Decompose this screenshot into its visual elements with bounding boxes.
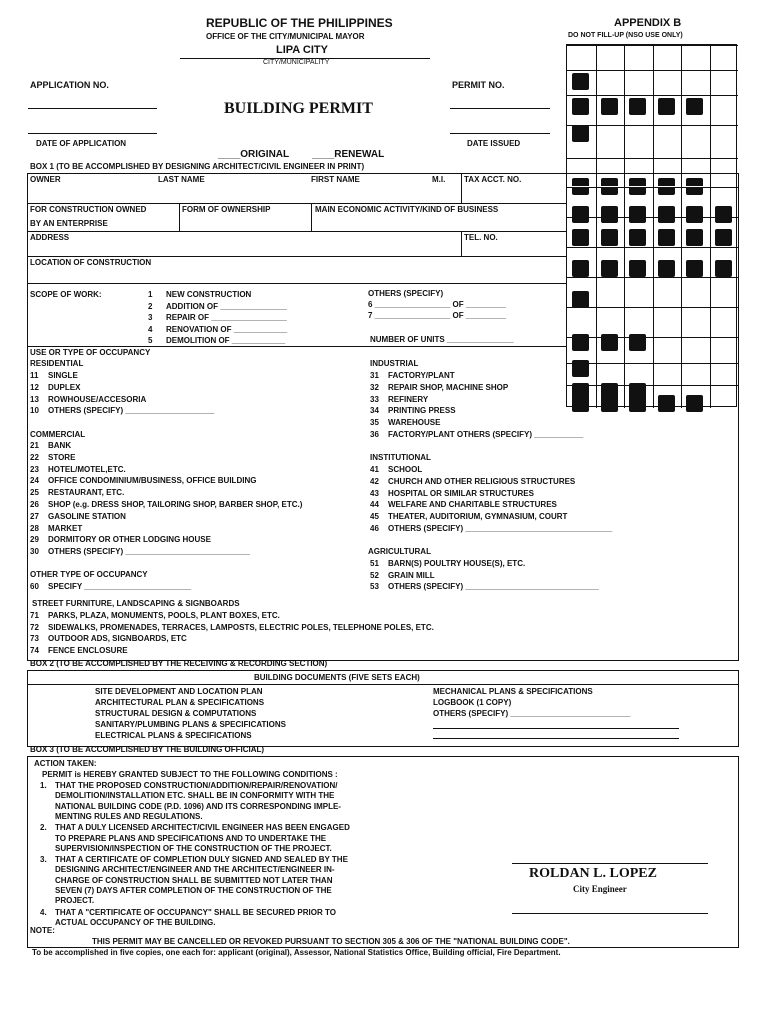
commercial-label: COMMERCIAL xyxy=(30,430,86,439)
date-issued-field[interactable] xyxy=(450,133,550,134)
use-type-label: USE OR TYPE OF OCCUPANCY xyxy=(30,348,151,357)
residential-text: DUPLEX xyxy=(48,382,81,392)
other-type-code: 60 xyxy=(30,582,39,591)
permit-no-field[interactable] xyxy=(450,108,550,109)
agricultural-item[interactable] xyxy=(370,582,599,591)
action-taken-label: ACTION TAKEN: xyxy=(34,759,97,768)
document-item[interactable]: STRUCTURAL DESIGN & COMPUTATIONS xyxy=(95,709,257,718)
residential-code: 10 xyxy=(30,406,39,416)
condition-text: MENTING RULES AND REGULATIONS. xyxy=(55,811,203,821)
industrial-code: 32 xyxy=(370,382,379,392)
condition-text: THAT A DULY LICENSED ARCHITECT/CIVIL ENGINEER HAS BEEN ENGAGED xyxy=(55,823,350,833)
nso-block xyxy=(629,98,646,115)
condition-text: TO PREPARE PLANS AND SPECIFICATIONS AND TO UNDERTAKE THE xyxy=(55,833,327,843)
condition-number: 4. xyxy=(40,907,47,917)
industrial-item[interactable] xyxy=(370,383,508,392)
commercial-code: 22 xyxy=(30,452,39,462)
city-name: LIPA CITY xyxy=(276,44,328,56)
commercial-code: 27 xyxy=(30,511,39,521)
date-issued-label: DATE ISSUED xyxy=(467,139,521,148)
residential-text: SINGLE xyxy=(48,371,78,380)
residential-text: ROWHOUSE/ACCESORIA xyxy=(48,394,147,404)
for-construction-label: FOR CONSTRUCTION OWNED xyxy=(30,205,147,214)
institutional-code: 41 xyxy=(370,465,379,474)
condition-number: 1. xyxy=(40,781,47,790)
industrial-text: REFINERY xyxy=(388,394,429,404)
appendix-label: APPENDIX B xyxy=(614,17,682,29)
office-heading: OFFICE OF THE CITY/MUNICIPAL MAYOR xyxy=(206,32,365,41)
commercial-code: 29 xyxy=(30,535,39,545)
others-specify-label: OTHERS (SPECIFY) xyxy=(368,289,444,298)
institutional-item[interactable] xyxy=(370,477,575,486)
commercial-code: 21 xyxy=(30,441,39,450)
institutional-text: OTHERS (SPECIFY) _________________________________ xyxy=(388,524,613,533)
agricultural-text: GRAIN MILL xyxy=(388,570,435,580)
institutional-code: 46 xyxy=(370,524,379,533)
scope-code: 1 xyxy=(148,290,153,299)
document-item[interactable]: ELECTRICAL PLANS & SPECIFICATIONS xyxy=(95,731,252,740)
industrial-item[interactable] xyxy=(370,418,440,427)
industrial-label: INDUSTRIAL xyxy=(370,359,419,368)
tax-acct-label: TAX ACCT. NO. xyxy=(464,175,522,184)
street-code: 71 xyxy=(30,611,39,620)
street-item[interactable] xyxy=(30,623,434,632)
other-type-text: SPECIFY ________________________ xyxy=(48,582,192,591)
box2-heading: BOX 2 (TO BE ACCOMPLISHED BY THE RECEIVING & RECORDING SECTION) xyxy=(30,659,328,668)
residential-item[interactable] xyxy=(30,371,78,380)
scope-text: RENOVATION OF ____________ xyxy=(166,324,288,334)
commercial-item[interactable] xyxy=(30,476,256,485)
condition-text: PROJECT. xyxy=(55,896,95,906)
agricultural-item[interactable] xyxy=(370,571,435,580)
street-item[interactable] xyxy=(30,646,128,655)
condition-text: DEMOLITION/INSTALLATION ETC. SHALL BE IN CONFORMITY WITH THE xyxy=(55,791,335,801)
document-item[interactable]: SANITARY/PLUMBING PLANS & SPECIFICATIONS xyxy=(95,720,286,729)
signatory-name: ROLDAN L. LOPEZ xyxy=(529,866,657,881)
condition-number: 3. xyxy=(40,855,47,865)
institutional-text: THEATER, AUDITORIUM, GYMNASIUM, COURT xyxy=(388,512,568,522)
scope-code: 2 xyxy=(148,301,153,311)
institutional-item[interactable] xyxy=(370,489,534,498)
others-6-field[interactable]: 6 _________________ OF _________ xyxy=(368,300,506,309)
scope-item[interactable] xyxy=(148,290,251,299)
first-name-label: FIRST NAME xyxy=(311,175,360,184)
others-7-field[interactable]: 7 _________________ OF _________ xyxy=(368,311,506,320)
residential-code: 11 xyxy=(30,371,39,380)
industrial-text: FACTORY/PLANT OTHERS (SPECIFY) ___________ xyxy=(388,430,584,439)
residential-label: RESIDENTIAL xyxy=(30,359,84,368)
commercial-item[interactable] xyxy=(30,453,75,462)
scope-item[interactable] xyxy=(148,325,287,334)
scope-text: DEMOLITION OF ____________ xyxy=(166,336,286,345)
condition-text: NATIONAL BUILDING CODE (P.D. 1096) AND ITS CORRESPONDING IMPLE- xyxy=(55,801,341,811)
units-field[interactable]: NUMBER OF UNITS _______________ xyxy=(370,335,514,344)
renewal-option[interactable]: ____RENEWAL xyxy=(312,149,385,160)
other-type-label: OTHER TYPE OF OCCUPANCY xyxy=(30,570,148,579)
industrial-code: 34 xyxy=(370,406,379,416)
commercial-item[interactable] xyxy=(30,465,126,474)
agricultural-text: OTHERS (SPECIFY) ______________________________ xyxy=(388,582,599,591)
scope-item[interactable] xyxy=(148,313,287,322)
commercial-text: MARKET xyxy=(48,523,83,533)
application-no-label: APPLICATION NO. xyxy=(30,80,109,90)
commercial-text: BANK xyxy=(48,441,72,450)
commercial-text: STORE xyxy=(48,452,76,462)
scope-code: 5 xyxy=(148,336,153,345)
residential-code: 13 xyxy=(30,394,39,404)
industrial-code: 31 xyxy=(370,371,379,380)
industrial-code: 35 xyxy=(370,418,379,428)
industrial-code: 36 xyxy=(370,430,379,439)
scope-text: NEW CONSTRUCTION xyxy=(166,290,252,299)
footer-note: To be accomplished in five copies, one each for: applicant (original), Assessor, National Statistics Office, Building official, Fire Department. xyxy=(32,948,561,957)
commercial-code: 30 xyxy=(30,547,39,557)
signatory-title: City Engineer xyxy=(573,884,627,894)
nso-block xyxy=(658,98,675,115)
commercial-item[interactable] xyxy=(30,547,250,556)
street-item[interactable] xyxy=(30,611,280,620)
commercial-item[interactable] xyxy=(30,488,124,497)
industrial-text: FACTORY/PLANT xyxy=(388,371,455,380)
agricultural-code: 52 xyxy=(370,570,379,580)
residential-code: 12 xyxy=(30,382,39,392)
republic-heading: REPUBLIC OF THE PHILIPPINES xyxy=(206,16,393,30)
residential-item[interactable] xyxy=(30,383,80,392)
commercial-text: RESTAURANT, ETC. xyxy=(48,488,125,498)
last-name-label: LAST NAME xyxy=(158,175,205,184)
commercial-code: 25 xyxy=(30,488,39,498)
commercial-text: OFFICE CONDOMINIUM/BUSINESS, OFFICE BUILDING xyxy=(48,476,257,486)
institutional-code: 43 xyxy=(370,488,379,498)
commercial-text: GASOLINE STATION xyxy=(48,511,126,521)
nso-block xyxy=(572,125,589,142)
industrial-text: WAREHOUSE xyxy=(388,418,441,428)
commercial-item[interactable] xyxy=(30,441,71,450)
industrial-code: 33 xyxy=(370,394,379,404)
form-title: BUILDING PERMIT xyxy=(224,100,373,117)
institutional-text: CHURCH AND OTHER RELIGIOUS STRUCTURES xyxy=(388,476,576,486)
commercial-text: SHOP (e.g. DRESS SHOP, TAILORING SHOP, BARBER SHOP, ETC.) xyxy=(48,500,303,509)
street-text: SIDEWALKS, PROMENADES, TERRACES, LAMPOSTS, ELECTRIC POLES, TELEPHONE POLES, ETC. xyxy=(48,622,434,632)
street-text: FENCE ENCLOSURE xyxy=(48,645,128,655)
condition-text: CHARGE OF CONSTRUCTION SHALL BE SUBMITTED NOT LATER THAN xyxy=(55,875,333,885)
condition-text: THAT A CERTIFICATE OF COMPLETION DULY SIGNED AND SEALED BY THE xyxy=(55,855,348,865)
institutional-code: 45 xyxy=(370,512,379,522)
document-item[interactable]: ARCHITECTURAL PLAN & SPECIFICATIONS xyxy=(95,698,265,707)
institutional-item[interactable] xyxy=(370,500,557,509)
condition-text: SEVEN (7) DAYS AFTER COMPLETION OF THE CONSTRUCTION OF THE xyxy=(55,886,332,895)
owner-label: OWNER xyxy=(30,175,61,184)
scope-code: 4 xyxy=(148,324,153,334)
signature-line-top xyxy=(512,863,708,864)
industrial-item[interactable] xyxy=(370,371,455,380)
nso-block xyxy=(686,98,703,115)
commercial-code: 24 xyxy=(30,476,39,486)
location-label: LOCATION OF CONSTRUCTION xyxy=(30,258,152,267)
commercial-item[interactable] xyxy=(30,524,82,533)
main-activity-label: MAIN ECONOMIC ACTIVITY/KIND OF BUSINESS xyxy=(315,205,499,214)
box3-heading: BOX 3 (TO BE ACCOMPLISHED BY THE BUILDING OFFICIAL) xyxy=(30,745,265,754)
other-type-item[interactable] xyxy=(30,582,191,591)
street-text: PARKS, PLAZA, MONUMENTS, POOLS, PLANT BOXES, ETC. xyxy=(48,611,280,620)
address-label: ADDRESS xyxy=(30,233,70,242)
scope-label: SCOPE OF WORK: xyxy=(30,290,102,299)
condition-text: THAT THE PROPOSED CONSTRUCTION/ADDITION/REPAIR/RENOVATION/ xyxy=(55,781,338,790)
by-enterprise-label: BY AN ENTERPRISE xyxy=(30,219,108,228)
document-item[interactable]: LOGBOOK (1 COPY) xyxy=(433,698,512,707)
institutional-item[interactable] xyxy=(370,512,567,521)
document-item[interactable]: SITE DEVELOPMENT AND LOCATION PLAN xyxy=(95,687,263,696)
permit-intro: PERMIT is HEREBY GRANTED SUBJECT TO THE FOLLOWING CONDITIONS : xyxy=(42,770,338,779)
signature-line-bottom xyxy=(512,913,708,914)
building-documents-label: BUILDING DOCUMENTS (FIVE SETS EACH) xyxy=(254,673,420,682)
commercial-code: 28 xyxy=(30,523,39,533)
industrial-item[interactable] xyxy=(370,430,583,439)
commercial-item[interactable] xyxy=(30,500,302,509)
note-label: NOTE: xyxy=(30,926,55,935)
condition-text: SUPERVISION/INSPECTION OF THE CONSTRUCTION OF THE PROJECT. xyxy=(55,843,332,853)
commercial-code: 26 xyxy=(30,500,39,509)
street-item[interactable] xyxy=(30,634,187,643)
tel-no-label: TEL. NO. xyxy=(464,233,498,242)
institutional-code: 44 xyxy=(370,500,379,510)
institutional-label: INSTITUTIONAL xyxy=(370,453,431,462)
scope-code: 3 xyxy=(148,313,153,322)
institutional-item[interactable] xyxy=(370,465,422,474)
nso-block xyxy=(601,98,618,115)
agricultural-item[interactable] xyxy=(370,559,525,568)
application-no-field[interactable] xyxy=(28,108,157,109)
institutional-text: WELFARE AND CHARITABLE STRUCTURES xyxy=(388,500,557,510)
mi-label: M.I. xyxy=(432,175,446,184)
street-text: OUTDOOR ADS, SIGNBOARDS, ETC xyxy=(48,634,187,643)
nso-note: DO NOT FILL-UP (NSO USE ONLY) xyxy=(568,32,683,39)
condition-text: THAT A "CERTIFICATE OF OCCUPANCY" SHALL BE SECURED PRIOR TO xyxy=(55,907,336,917)
commercial-text: OTHERS (SPECIFY) ____________________________ xyxy=(48,547,250,557)
commercial-text: DORMITORY OR OTHER LODGING HOUSE xyxy=(48,535,211,545)
street-code: 72 xyxy=(30,622,39,632)
industrial-item[interactable] xyxy=(370,406,456,415)
residential-item[interactable] xyxy=(30,395,146,404)
document-item[interactable]: OTHERS (SPECIFY) ___________________________ xyxy=(433,709,631,718)
commercial-code: 23 xyxy=(30,464,39,474)
date-of-application-label: DATE OF APPLICATION xyxy=(36,139,127,148)
street-label: STREET FURNITURE, LANDSCAPING & SIGNBOARDS xyxy=(32,599,240,608)
residential-item[interactable] xyxy=(30,406,214,415)
agricultural-label: AGRICULTURAL xyxy=(368,547,431,556)
date-of-application-field[interactable] xyxy=(28,133,157,134)
industrial-item[interactable] xyxy=(370,395,428,404)
condition-number: 2. xyxy=(40,823,47,833)
nso-block xyxy=(572,98,589,115)
condition-text: ACTUAL OCCUPANCY OF THE BUILDING. xyxy=(55,917,216,927)
institutional-text: HOSPITAL OR SIMILAR STRUCTURES xyxy=(388,488,534,498)
condition-text: DESIGNING ARCHITECT/ENGINEER AND THE ARCHITECT/ENGINEER IN- xyxy=(55,865,335,875)
scope-text: ADDITION OF _______________ xyxy=(166,301,287,311)
agricultural-text: BARN(S) POULTRY HOUSE(S), ETC. xyxy=(388,559,526,568)
permit-no-label: PERMIT NO. xyxy=(452,80,505,90)
commercial-item[interactable] xyxy=(30,535,211,544)
industrial-text: REPAIR SHOP, MACHINE SHOP xyxy=(388,382,509,392)
scope-item[interactable] xyxy=(148,302,287,311)
commercial-text: HOTEL/MOTEL,ETC. xyxy=(48,464,126,474)
institutional-text: SCHOOL xyxy=(388,465,423,474)
nso-block xyxy=(572,73,589,90)
street-code: 73 xyxy=(30,634,39,643)
scope-text: REPAIR OF _________________ xyxy=(166,313,287,322)
industrial-text: PRINTING PRESS xyxy=(388,406,456,416)
institutional-code: 42 xyxy=(370,476,379,486)
box1-heading: BOX 1 (TO BE ACCOMPLISHED BY DESIGNING ARCHITECT/CIVIL ENGINEER IN PRINT) xyxy=(30,162,365,171)
commercial-item[interactable] xyxy=(30,512,126,521)
original-option[interactable]: ____ORIGINAL xyxy=(218,149,290,160)
form-of-ownership-label: FORM OF OWNERSHIP xyxy=(182,205,271,214)
scope-item[interactable] xyxy=(148,336,285,345)
revocation-note: THIS PERMIT MAY BE CANCELLED OR REVOKED PURSUANT TO SECTION 305 & 306 OF THE "NATIONAL BUILDING CODE". xyxy=(92,937,570,946)
agricultural-code: 53 xyxy=(370,582,379,591)
city-label: CITY/MUNICIPALITY xyxy=(263,59,330,66)
residential-text: OTHERS (SPECIFY) ____________________ xyxy=(48,406,215,416)
street-code: 74 xyxy=(30,645,39,655)
agricultural-code: 51 xyxy=(370,559,379,568)
institutional-item[interactable] xyxy=(370,524,612,533)
document-item[interactable]: MECHANICAL PLANS & SPECIFICATIONS xyxy=(433,687,593,696)
